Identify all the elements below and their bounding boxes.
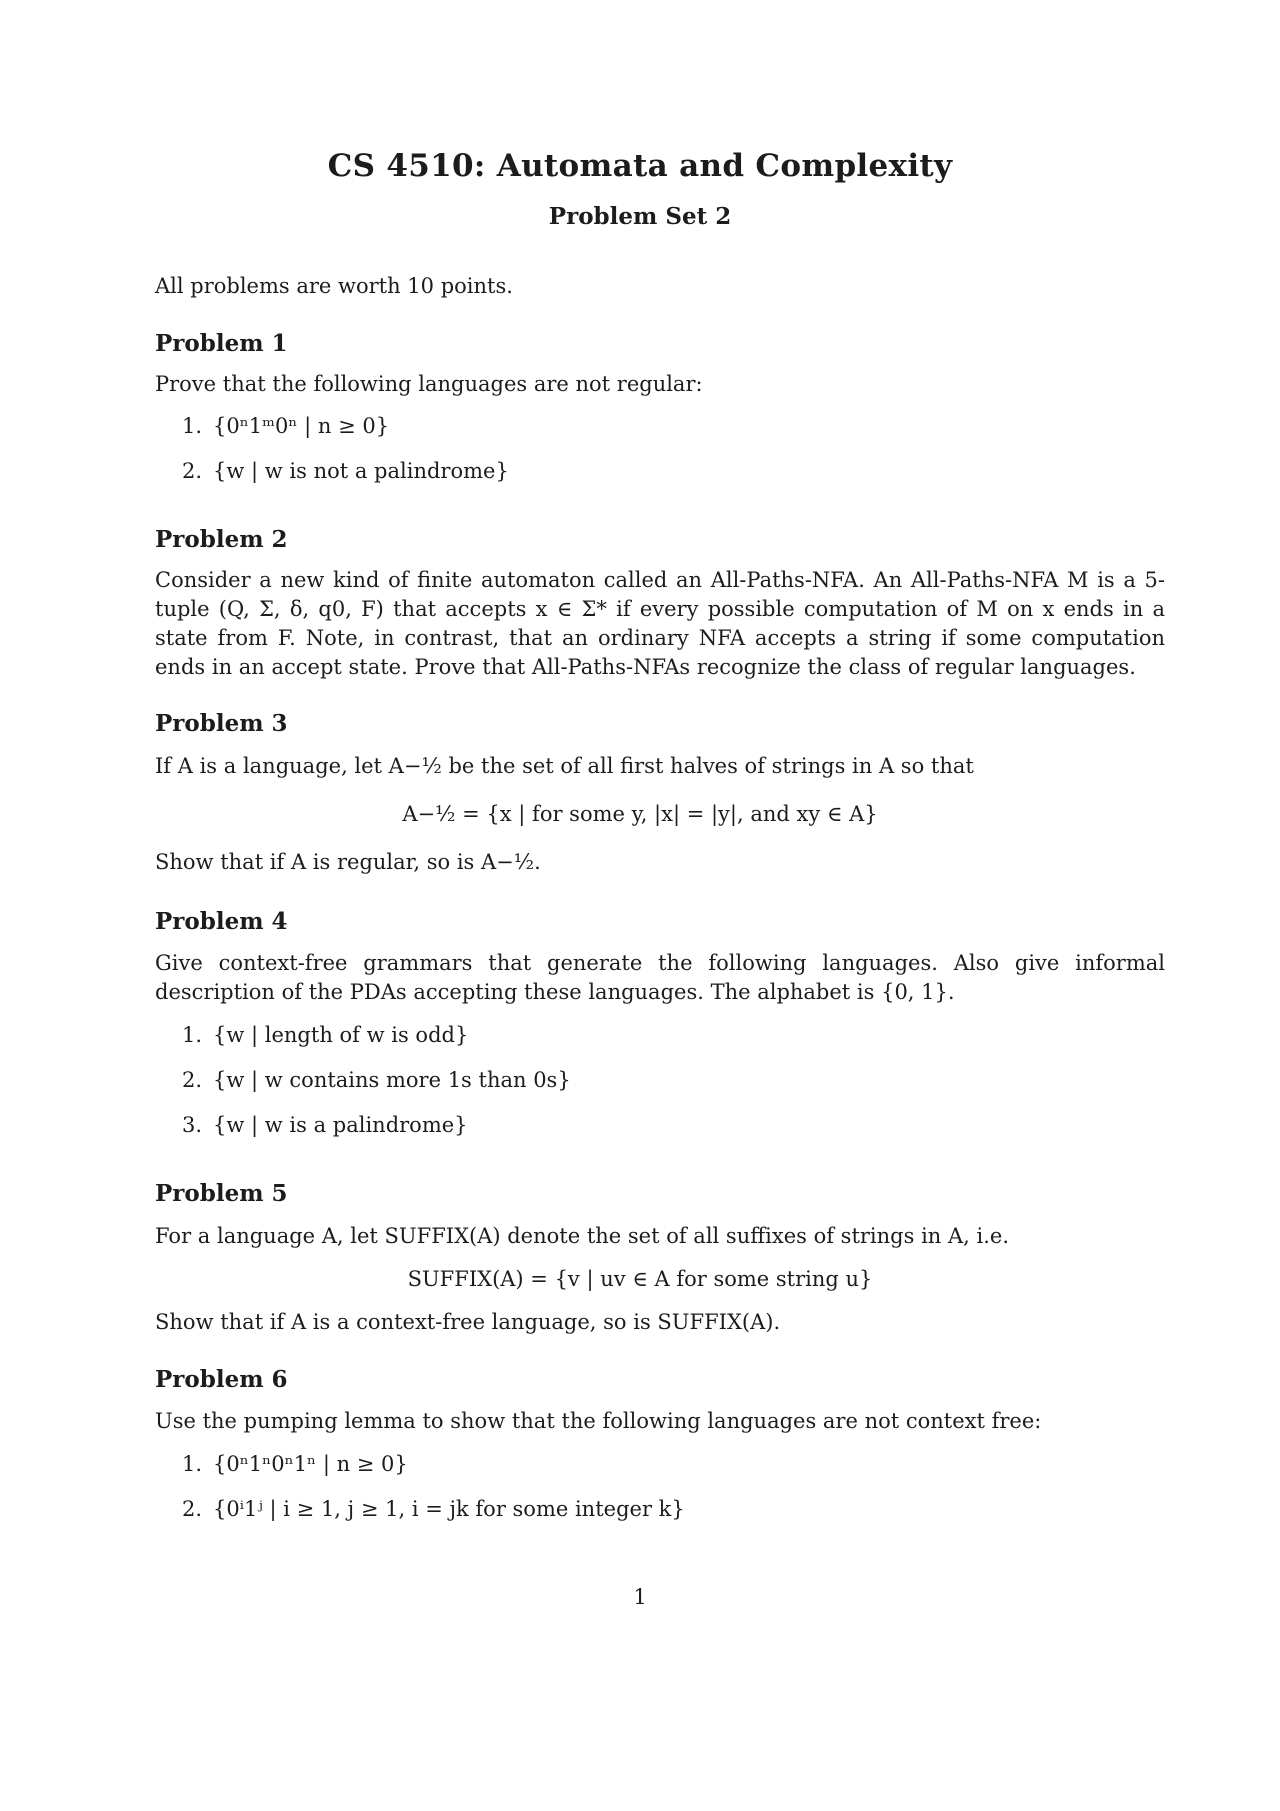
document-subtitle: Problem Set 2 [548,203,732,230]
problem-3-display-equation: A−½ = {x | for some y, |x| = |y|, and xy ∈ A} [402,802,878,826]
problem-3-heading: Problem 3 [155,710,288,737]
item-text: {0ⁿ1ᵐ0ⁿ | n ≥ 0} [213,414,390,438]
problem-4-item-1: 1. {w | length of w is odd} [182,1023,469,1047]
problem-6-text: Use the pumping lemma to show that the following languages are not context free: [155,1409,1042,1433]
problem-6-item-2: 2. {0ⁱ1ʲ | i ≥ 1, j ≥ 1, i = jk for some integer k} [182,1497,685,1521]
problem-1-text: Prove that the following languages are not regular: [155,372,703,396]
page-number: 1 [633,1585,647,1609]
problem-5-display-equation: SUFFIX(A) = {v | uv ∈ A for some string u} [407,1267,873,1291]
problem-5-heading: Problem 5 [155,1180,288,1207]
problem-2-text: Consider a new kind of finite automaton called an All-Paths-NFA. An All-Paths-NFA M is a 5-tuple (Q, Σ, δ, q0, F) that accepts x ∈ Σ* if every possible computation of M on x ends in a state from F. Note, in contrast, that an ordinary NFA accepts a string if some computation ends in an accept state. Prove that All-Paths-NFAs recognize the class of regular languages. [155,568,1165,679]
item-text: {w | length of w is odd} [213,1023,469,1047]
problem-4-heading: Problem 4 [155,908,288,935]
document-title: CS 4510: Automata and Complexity [327,148,953,184]
problem-5-text-2: Show that if A is a context-free language, so is SUFFIX(A). [155,1310,781,1334]
problem-6-item-1: 1. {0ⁿ1ⁿ0ⁿ1ⁿ | n ≥ 0} [182,1452,408,1476]
problem-4-text: Give context-free grammars that generate the following languages. Also give informal description of the PDAs accepting these languages. The alphabet is {0, 1}. [155,951,1165,1004]
problem-3-text-2: Show that if A is regular, so is A−½. [155,850,541,874]
item-text: {0ⁱ1ʲ | i ≥ 1, j ≥ 1, i = jk for some integer k} [213,1497,685,1521]
intro-text: All problems are worth 10 points. [155,274,513,298]
item-text: {w | w contains more 1s than 0s} [213,1068,571,1092]
item-text: {w | w is not a palindrome} [213,459,509,483]
problem-1-heading: Problem 1 [155,330,288,357]
problem-4-item-3: 3. {w | w is a palindrome} [182,1113,468,1137]
problem-1-item-2: 2. {w | w is not a palindrome} [182,459,509,483]
item-text: {0ⁿ1ⁿ0ⁿ1ⁿ | n ≥ 0} [213,1452,408,1476]
problem-6-heading: Problem 6 [155,1366,288,1393]
problem-4-item-2: 2. {w | w contains more 1s than 0s} [182,1068,571,1092]
problem-3-text: If A is a language, let A−½ be the set of all first halves of strings in A so that [155,754,974,778]
problem-1-item-1: 1. {0ⁿ1ᵐ0ⁿ | n ≥ 0} [182,414,390,438]
item-text: {w | w is a palindrome} [213,1113,468,1137]
problem-2-heading: Problem 2 [155,526,288,553]
problem-5-text: For a language A, let SUFFIX(A) denote the set of all suffixes of strings in A, i.e. [155,1224,1009,1248]
